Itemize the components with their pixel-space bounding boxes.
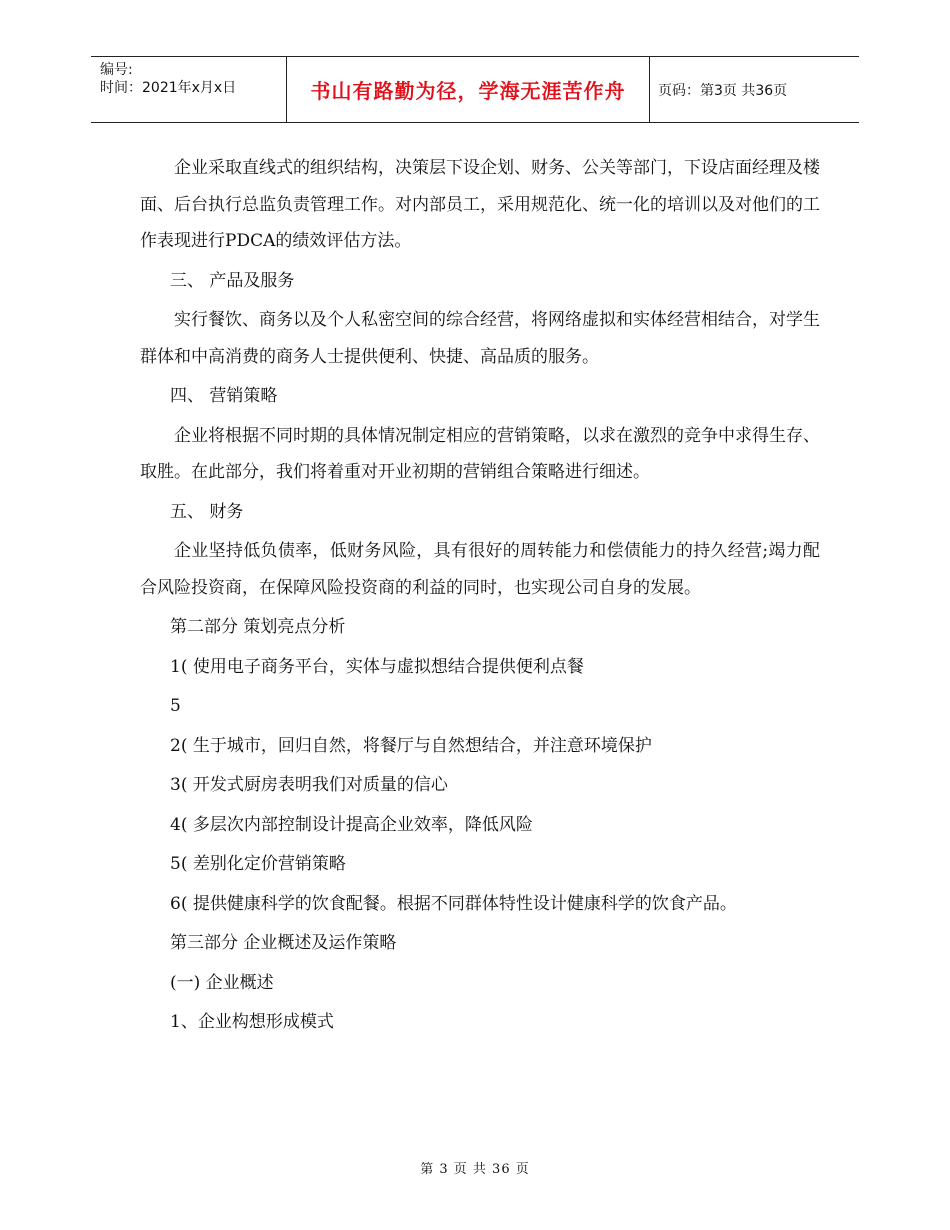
list-item-stray-number: 5 xyxy=(170,696,181,716)
part-heading-highlights: 第二部分 策划亮点分析 xyxy=(170,617,346,637)
header-motto: 书山有路勤为径，学海无涯苦作舟 xyxy=(286,57,650,122)
subsection-heading-model: 1、企业构想形成模式 xyxy=(170,1012,334,1032)
subsection-heading-overview: (一) 企业概述 xyxy=(170,972,274,993)
paragraph-products: 实行餐饮、商务以及个人私密空间的综合经营，将网络虚拟和实体经营相结合，对学生群体和中高消费的商务人士提供便利、快捷、高品质的服务。 xyxy=(140,310,820,367)
document-body xyxy=(140,150,820,1044)
list-item: 3( 开发式厨房表明我们对质量的信心 xyxy=(170,775,448,795)
list-item: 6( 提供健康科学的饮食配餐。根据不同群体特性设计健康科学的饮食产品。 xyxy=(170,893,737,914)
header-meta xyxy=(100,57,290,122)
page-footer: 第 3 页 共 36 页 xyxy=(420,1162,530,1177)
time-label: 时间：2021年x月x日 xyxy=(100,80,237,96)
part-heading-overview: 第三部分 企业概述及运作策略 xyxy=(170,933,397,953)
paragraph-finance: 企业坚持低负债率，低财务风险，具有很好的周转能力和偿债能力的持久经营;竭力配合风险投资商，在保障风险投资商的利益的同时，也实现公司自身的发展。 xyxy=(140,541,820,598)
paragraph-marketing: 企业将根据不同时期的具体情况制定相应的营销策略，以求在激烈的竞争中求得生存、取胜。在此部分，我们将着重对开业初期的营销组合策略进行细述。 xyxy=(140,425,820,482)
page-header xyxy=(91,56,859,123)
list-item: 2( 生于城市，回归自然，将餐厅与自然想结合，并注意环境保护 xyxy=(170,735,652,756)
list-item: 5( 差别化定价营销策略 xyxy=(170,854,346,874)
section-heading-products: 三、 产品及服务 xyxy=(170,270,295,291)
header-page-info: 页码：第3页 共36页 xyxy=(658,82,788,99)
list-item: 4( 多层次内部控制设计提高企业效率，降低风险 xyxy=(170,814,533,835)
number-label: 编号: xyxy=(100,62,133,78)
paragraph-org-structure: 企业采取直线式的组织结构，决策层下设企划、财务、公关等部门，下设店面经理及楼面、后台执行总监负责管理工作。对内部员工，采用规范化、统一化的培训以及对他们的工作表现进行PDCA的绩效评估方法。 xyxy=(140,158,820,251)
section-heading-marketing: 四、 营销策略 xyxy=(170,386,278,406)
section-heading-finance: 五、 财务 xyxy=(170,501,244,522)
list-item: 1( 使用电子商务平台，实体与虚拟想结合提供便利点餐 xyxy=(170,656,584,677)
